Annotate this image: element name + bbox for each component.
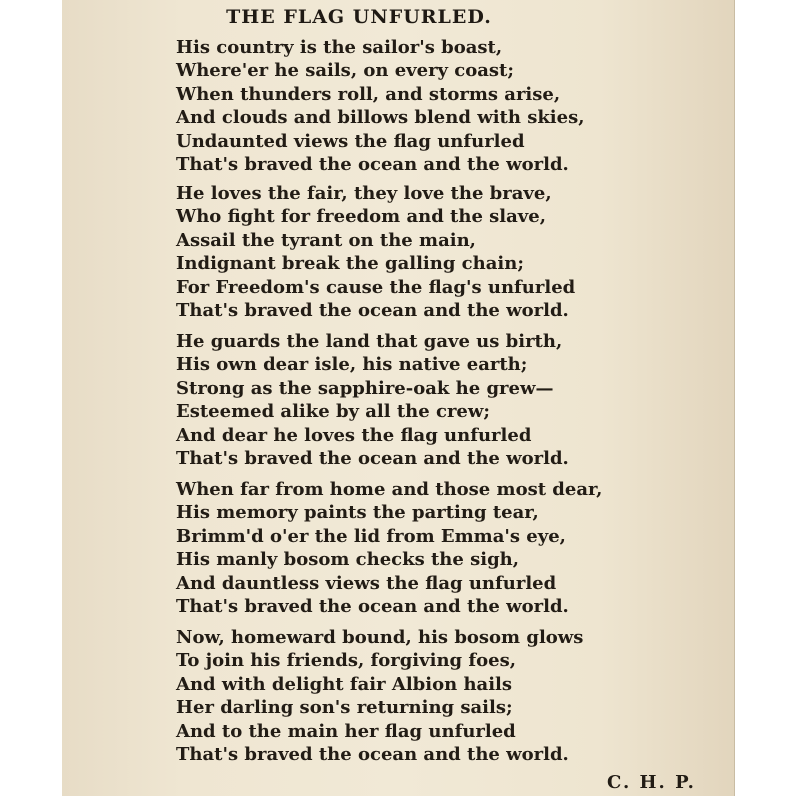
poem-title: THE FLAG UNFURLED. [226,6,492,28]
poem-line: And dear he loves the flag unfurled [176,424,532,446]
poem-line: That's braved the ocean and the world. [176,595,569,617]
poem-line: That's braved the ocean and the world. [176,743,569,765]
poem-line: His country is the sailor's boast, [176,37,503,58]
poem-line: His manly bosom checks the sigh, [176,549,520,571]
poem-line: Strong as the sapphire-oak he grew— [176,377,554,399]
poem-line: Where'er he sails, on every coast; [176,60,515,82]
stanza-3 [176,330,569,470]
poem-line: Indignant break the galling chain; [176,253,524,275]
poem-line: When thunders roll, and storms arise, [176,83,561,105]
poem-line: And dauntless views the flag unfurled [176,572,557,594]
poem-line: Undaunted views the flag unfurled [176,130,525,152]
bleed-through-left [62,30,121,172]
stanza-2 [176,182,575,322]
poem-line: That's braved the ocean and the world. [176,299,569,321]
poem-line: Brimm'd o'er the lid from Emma's eye, [176,525,566,547]
poem-line: His memory paints the parting tear, [176,502,539,524]
poem-line: Esteemed alike by all the crew; [176,401,491,423]
poem-line: And clouds and billows blend with skies, [176,107,585,129]
poem-line: His own dear isle, his native earth; [176,354,528,376]
poem-signature: C. H. P. [607,772,696,793]
stanza-4 [176,478,602,618]
poem-line: To join his friends, forgiving foes, [176,650,516,672]
stanza-1 [176,36,585,176]
poem-line: That's braved the ocean and the world. [176,153,569,175]
poem-line: And to the main her flag unfurled [176,720,516,742]
poem-line: That's braved the ocean and the world. [176,447,569,469]
newspaper-clipping [62,0,735,796]
poem-line: Now, homeward bound, his bosom glows [176,627,584,648]
poem-line: For Freedom's cause the flag's unfurled [176,276,576,298]
poem-line: Assail the tyrant on the main, [176,229,476,251]
poem-line: He guards the land that gave us birth, [176,331,563,352]
stanza-5 [176,626,583,766]
bleed-through-right [632,24,691,118]
poem-line: When far from home and those most dear, [176,479,603,500]
poem-line: He loves the fair, they love the brave, [176,183,552,204]
poem-line: And with delight fair Albion hails [176,673,513,695]
poem-line: Who fight for freedom and the slave, [176,206,546,228]
poem-line: Her darling son's returning sails; [176,697,513,719]
